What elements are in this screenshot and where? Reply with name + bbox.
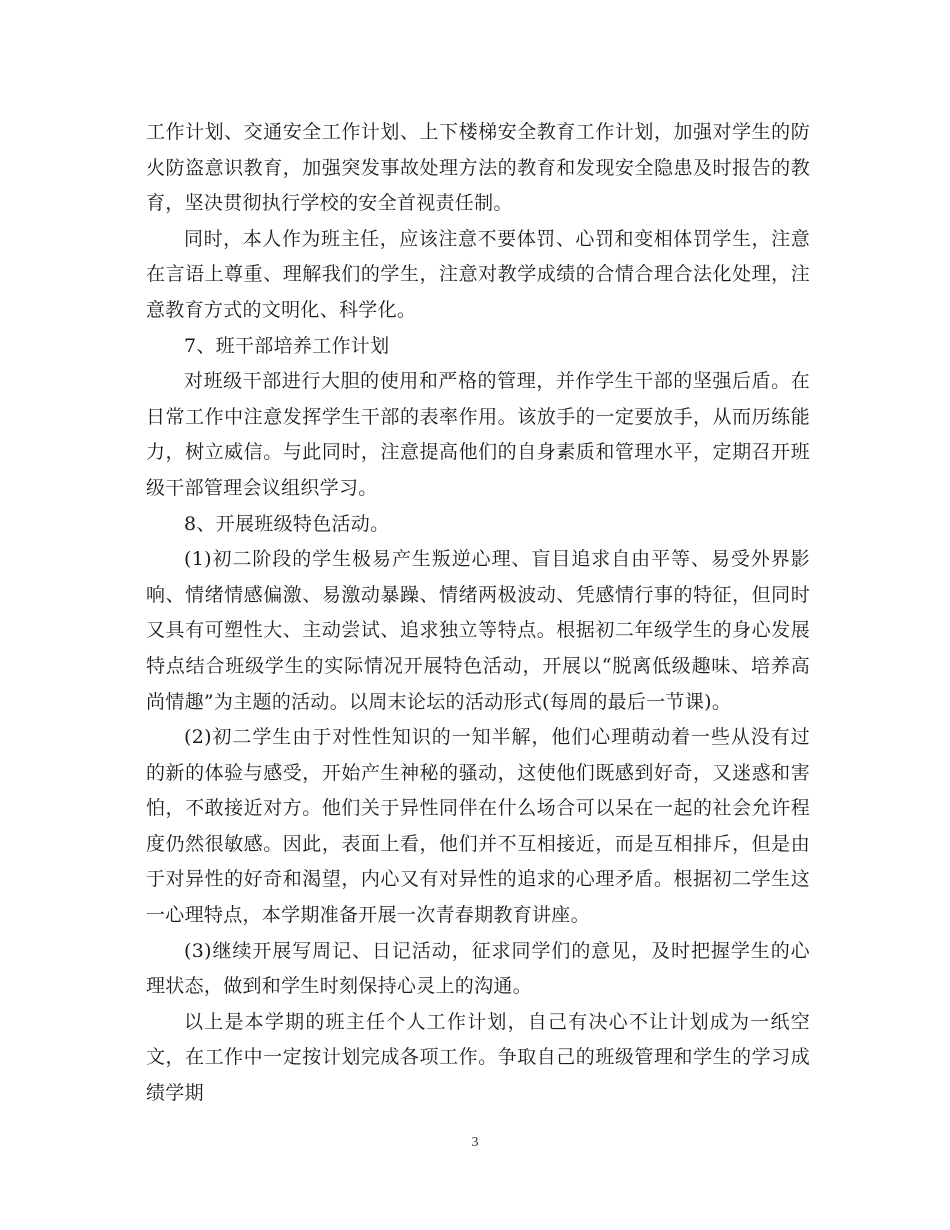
section-heading-cadre-training: 7、班干部培养工作计划 [184,334,390,357]
section-heading-class-activities: 8、开展班级特色活动。 [184,512,390,535]
paragraph-activity-2: (2)初二学生由于对性性知识的一知半解，他们心理萌动着一些从没有过的新的体验与感受，开始产生神秘的骚动，这使他们既感到好奇，又迷惑和害怕，不敢接近对方。他们关于异性同伴在什么场合可以呆在一起的社会允许程度仍然很敏感。因此，表面上看，他们并不互相接近，而是互相排斥，但是由于对异性的好奇和渴望，内心又有对异性的追求的心理矛盾。根据初二学生这一心理特点，本学期准备开展一次青春期教育讲座。 [146,726,810,927]
paragraph-safety-plans: 工作计划、交通安全工作计划、上下楼梯安全教育工作计划，加强对学生的防火防盗意识教育，加强突发事故处理方法的教育和发现安全隐患及时报告的教育，坚决贯彻执行学校的安全首视责任制。 [146,121,810,215]
paragraph-teacher-conduct: 同时，本人作为班主任，应该注意不要体罚、心罚和变相体罚学生，注意在言语上尊重、理解我们的学生，注意对教学成绩的合情合理合法化处理，注意教育方式的文明化、科学化。 [146,227,810,321]
paragraph-activity-3: (3)继续开展写周记、日记活动，征求同学们的意见，及时把握学生的心理状态，做到和学生时刻保持心灵上的沟通。 [146,939,810,998]
document-body [146,115,810,1112]
page-number: 3 [471,1135,479,1150]
paragraph-conclusion: 以上是本学期的班主任个人工作计划，自己有决心不让计划成为一纸空文，在工作中一定按计划完成各项工作。争取自己的班级管理和学生的学习成绩学期 [146,1010,810,1105]
paragraph-activity-1: (1)初二阶段的学生极易产生叛逆心理、盲目追求自由平等、易受外界影响、情绪情感偏激、易激动暴躁、情绪两极波动、凭感情行事的特征，但同时又具有可塑性大、主动尝试、追求独立等特点。根据初二年级学生的身心发展特点结合班级学生的实际情况开展特色活动，开展以“脱离低级趣味、培养高尚情趣”为主题的活动。以周末论坛的活动形式(每周的最后一节课)。 [146,548,810,713]
paragraph-cadre-management: 对班级干部进行大胆的使用和严格的管理，并作学生干部的坚强后盾。在日常工作中注意发挥学生干部的表率作用。该放手的一定要放手，从而历练能力，树立威信。与此同时，注意提高他们的自身素质和管理水平，定期召开班级干部管理会议组织学习。 [146,370,810,499]
